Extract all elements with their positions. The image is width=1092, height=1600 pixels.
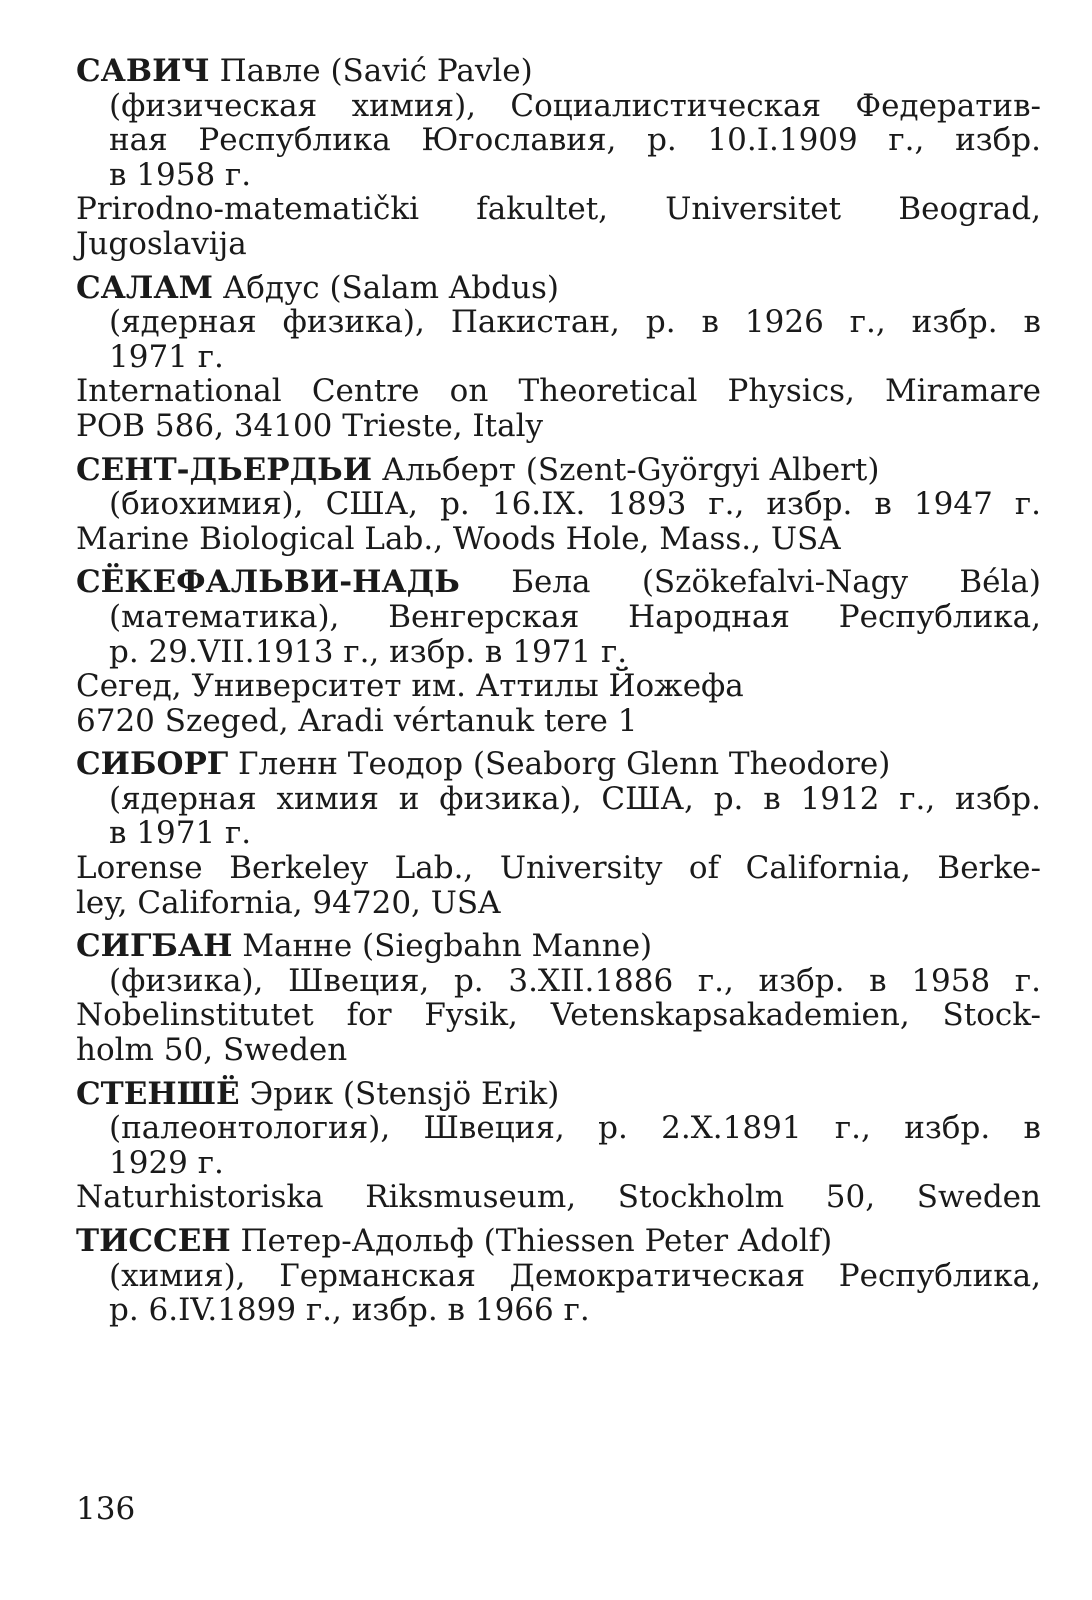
entry-address-line: Lorense Berkeley Lab., University of California, Berke- — [76, 850, 1041, 887]
directory-page — [76, 54, 1041, 1337]
entry-address-line: POB 586, 34100 Trieste, Italy — [76, 407, 544, 444]
entry-detail-line: (физика), Швеция, р. 3.XII.1886 г., избр. в 1958 г. — [109, 962, 1041, 999]
directory-entry — [76, 747, 1041, 920]
entry-surname: СЕНТ-ДЬЕРДЬИ — [76, 451, 373, 488]
directory-entry — [76, 1224, 1041, 1328]
entry-header — [76, 565, 1041, 600]
entry-detail-line: 1971 г. — [109, 338, 224, 375]
entry-detail-line: в 1971 г. — [109, 815, 252, 852]
entry-surname: СИБОРГ — [76, 746, 229, 783]
entry-name-detail: Эрик (Stensjö Erik) — [249, 1075, 560, 1112]
entry-address-line: holm 50, Sweden — [76, 1032, 348, 1069]
entry-address-line: Сегед, Университет им. Аттилы Йожефа — [76, 668, 744, 705]
entry-header — [76, 453, 1041, 488]
entry-header — [76, 1224, 1041, 1259]
entry-detail-line: ная Республика Югославия, р. 10.I.1909 г., избр. — [109, 122, 1041, 159]
entry-detail-line: (физическая химия), Социалистическая Федератив- — [109, 87, 1041, 124]
directory-entry — [76, 565, 1041, 738]
entry-surname: СТЕНШЁ — [76, 1075, 240, 1112]
entry-detail-line: р. 29.VII.1913 г., избр. в 1971 г. — [109, 633, 628, 670]
entry-surname: САЛАМ — [76, 269, 213, 306]
entry-header — [76, 929, 1041, 964]
directory-entry — [76, 453, 1041, 557]
entry-header — [76, 1077, 1041, 1112]
entry-address-line: Marine Biological Lab., Woods Hole, Mass., USA — [76, 520, 841, 557]
entry-detail-line: 1929 г. — [109, 1144, 224, 1181]
entry-surname: САВИЧ — [76, 53, 210, 89]
entry-detail-line: (математика), Венгерская Народная Республика, — [109, 598, 1041, 635]
entry-name-detail: Бела (Szökefalvi-Nagy Béla) — [511, 564, 1041, 601]
entry-address-line: Prirodno-matematički fakultet, Universitet Beograd, — [76, 191, 1041, 228]
entry-address-line: 6720 Szeged, Aradi vértanuk tere 1 — [76, 702, 638, 739]
entry-surname: СЁКЕФАЛЬВИ-НАДЬ — [76, 564, 460, 601]
directory-entry — [76, 1077, 1041, 1215]
entry-address-line: Jugoslavija — [76, 225, 247, 262]
entry-header — [76, 54, 1041, 89]
entry-header — [76, 271, 1041, 306]
entry-surname: СИГБАН — [76, 928, 233, 965]
entry-address-line: Nobelinstitutet for Fysik, Vetenskapsakademien, Stock- — [76, 997, 1041, 1034]
entry-detail-line: (палеонтология), Швеция, р. 2.X.1891 г., избр. в — [109, 1110, 1041, 1147]
page-number: 136 — [76, 1491, 136, 1527]
entry-detail-line: в 1958 г. — [109, 156, 252, 193]
entry-detail-line: (ядерная химия и физика), США, р. в 1912 г., избр. — [109, 780, 1041, 817]
directory-entry — [76, 929, 1041, 1067]
entry-name-detail: Павле (Savić Pavle) — [219, 53, 533, 89]
entry-name-detail: Манне (Siegbahn Manne) — [242, 928, 653, 965]
entry-detail-line: (биохимия), США, р. 16.IX. 1893 г., избр. в 1947 г. — [109, 486, 1041, 523]
entry-name-detail: Гленн Теодор (Seaborg Glenn Theodore) — [238, 746, 891, 783]
directory-entry — [76, 271, 1041, 444]
directory-entry — [76, 54, 1041, 262]
entry-address-line: ley, California, 94720, USA — [76, 884, 501, 921]
entry-name-detail: Абдус (Salam Abdus) — [222, 269, 559, 306]
entry-surname: ТИССЕН — [76, 1223, 231, 1259]
entry-detail-line: р. 6.IV.1899 г., избр. в 1966 г. — [109, 1292, 590, 1329]
entry-header — [76, 747, 1041, 782]
entry-name-detail: Петер-Адольф (Thiessen Peter Adolf) — [240, 1223, 833, 1259]
entry-name-detail: Альберт (Szent-Györgyi Albert) — [381, 451, 880, 488]
entry-address-line: International Centre on Theoretical Physics, Miramare — [76, 373, 1041, 410]
entry-detail-line: (химия), Германская Демократическая Республика, — [109, 1257, 1041, 1294]
entry-detail-line: (ядерная физика), Пакистан, р. в 1926 г., избр. в — [109, 304, 1041, 341]
entry-address-line: Naturhistoriska Riksmuseum, Stockholm 50, Sweden — [76, 1179, 1041, 1216]
